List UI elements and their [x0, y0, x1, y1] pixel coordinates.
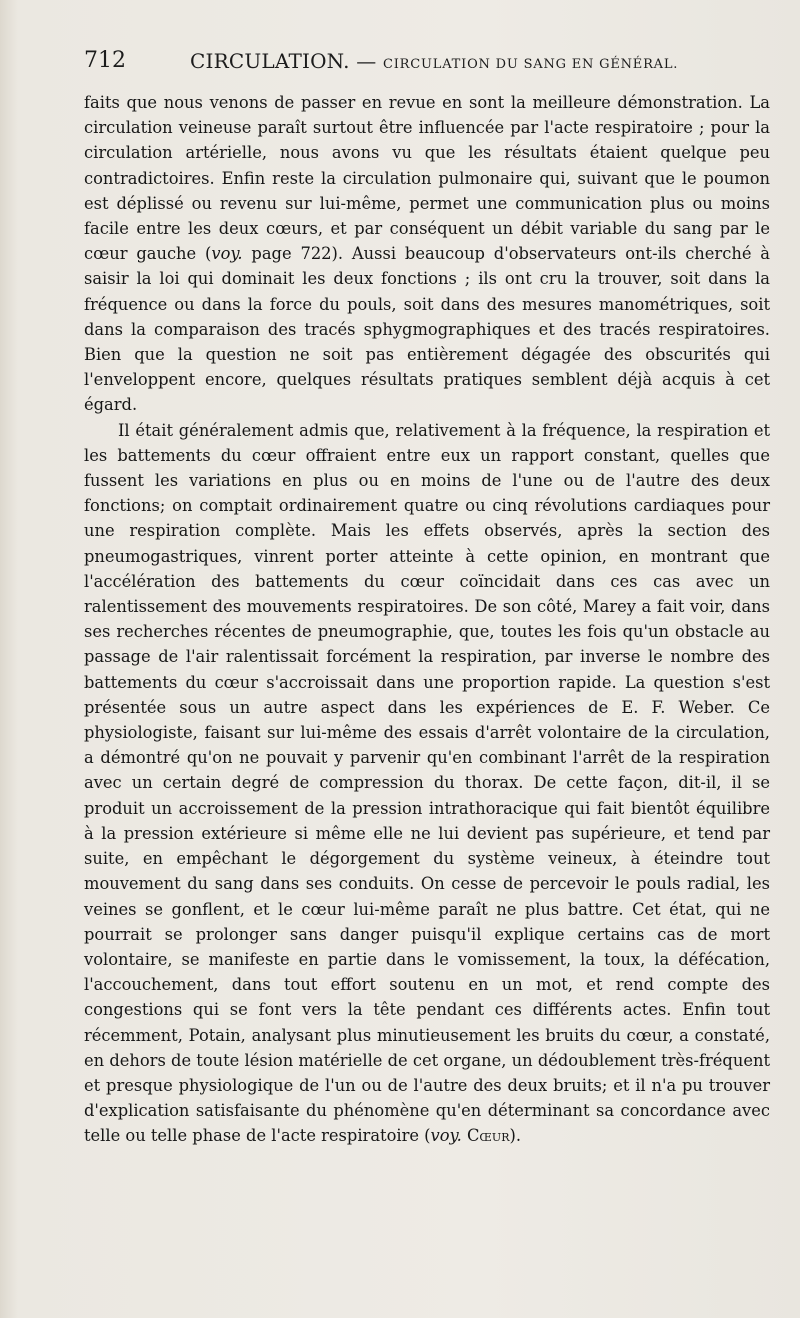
text-run: ). — [509, 1126, 522, 1146]
text-run: page 722). Aussi beaucoup d'observateurs ont-ils cherché à saisir la loi qui dominait les deux fonctions ; ils ont cru la trouver, soit dans la fréquence ou dans la force du pouls, soit dans des mesures manométriques, soit dans la comparaison des tracés sphygmographiques et des tracés respiratoires. Bien que la question ne soit pas entièrement dégagée des obscurités qui l'enveloppent encore, quelques résultats pratiques semblent déjà acquis à cet égard. — [84, 244, 770, 415]
text-run: Il était généralement admis que, relativement à la fréquence, la respiration et les battements du cœur offraient entre eux un rapport constant, quelles que fussent les variations en plus ou en moins de l'une ou de l'autre des deux fonctions; on comptait ordinairement quatre ou cinq révolutions cardiaques pour une respiration complète. Mais les effets observés, après la section des pneumogastriques, vinrent porter atteinte à cette opinion, en montrant que l'accélération des battements du cœur coïncidait dans ces cas avec un ralentissement des mouvements respiratoires. De son côté, Marey a fait voir, dans ses recherches récentes de pneumographie, que, toutes les fois qu'un obstacle au passage de l'air ralentissait forcément la respiration, par inverse le nombre des battements du cœur s'accroissait dans une proportion rapide. La question s'est présentée sous un autre aspect dans les expériences de E. F. Weber. Ce physiologiste, faisant sur lui-même des essais d'arrêt volontaire de la circulation, a démontré qu'on ne pouvait y parvenir qu'en combinant l'arrêt de la respiration avec un certain degré de compression du thorax. De cette façon, dit-il, il se produit un accroissement de la pression intrathoracique qui fait bientôt équilibre à la pression extérieure si même elle ne lui devient pas supérieure, et tend par suite, en empêchant le dégorgement du système veineux, à éteindre tout mouvement du sang dans ses conduits. On cesse de percevoir le pouls radial, les veines se gonflent, et le cœur lui-même paraît ne plus battre. Cet état, qui ne pourrait se prolonger sans danger puisqu'il explique certains cas de mort volontaire, se manifeste en partie dans le vomissement, la toux, la défécation, l'accouchement, dans tout effort soutenu en un mot, et rend compte des congestions qui se font vers la tête pendant ces différents actes. Enfin tout récemment, Potain, analysant plus minutieusement les bruits du cœur, a constaté, en dehors de toute lésion matérielle de cet organe, un dédoublement très-fréquent et presque physiologique de l'un ou de l'autre des deux bruits; et il n'a pu trouver d'explication satisfaisante du phénomène qu'en déterminant sa concordance avec telle ou telle phase de l'acte respiratoire ( — [84, 420, 770, 1146]
running-title — [190, 49, 678, 73]
italic-abbreviation: voy. — [211, 244, 243, 264]
title-separator: — — [349, 49, 383, 73]
cross-reference: Cœur — [466, 1126, 510, 1146]
paragraph-1 — [84, 90, 770, 418]
running-header — [84, 48, 740, 78]
italic-abbreviation: voy. — [430, 1126, 462, 1146]
section-subtitle: CIRCULATION DU SANG EN GÉNÉRAL. — [383, 57, 679, 72]
chapter-title: CIRCULATION. — [190, 49, 350, 73]
paragraph-2 — [84, 418, 770, 1149]
page-number: 712 — [84, 48, 126, 73]
text-run: faits que nous venons de passer en revue en sont la meilleure démonstration. La circulation veineuse paraît surtout être influencée par l'acte respiratoire ; pour la circulation artérielle, nous avons vu que les résultats étaient quelque peu contradictoires. Enfin reste la circulation pulmonaire qui, suivant que le poumon est déplissé ou revenu sur lui-même, permet une communication plus ou moins facile entre les deux cœurs, et par conséquent un débit variable du sang par le cœur gauche ( — [84, 93, 770, 264]
body-text — [84, 90, 770, 1149]
